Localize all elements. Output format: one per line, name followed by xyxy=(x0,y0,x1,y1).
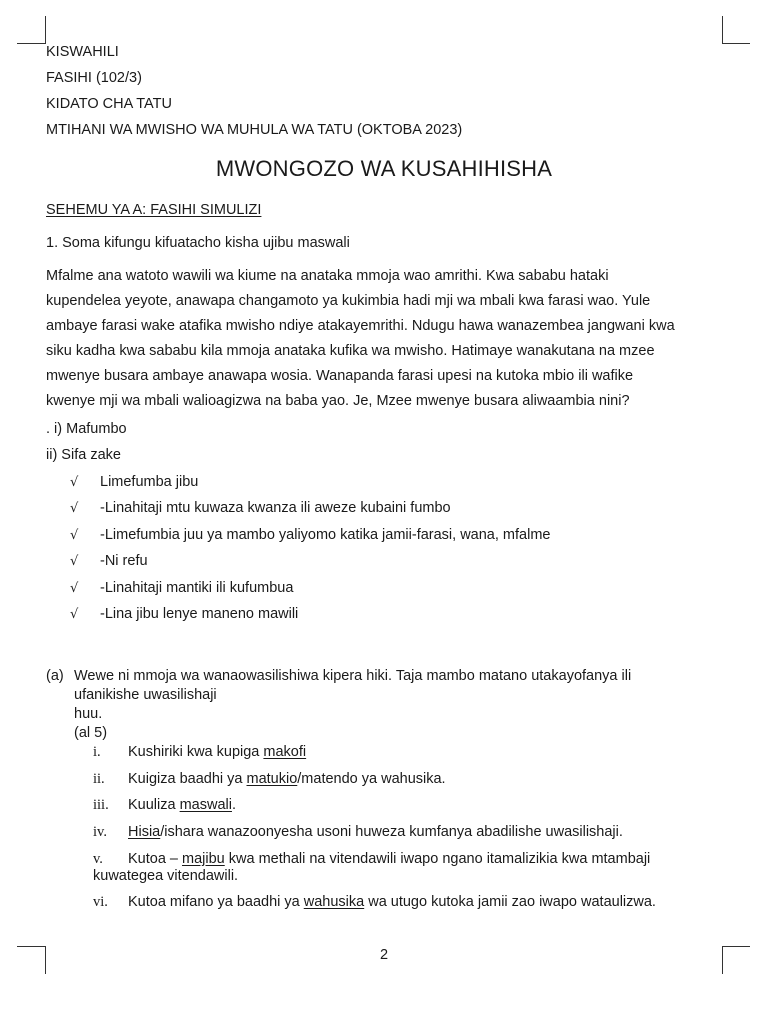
check-mark-icon: √ xyxy=(70,554,79,569)
crop-mark-top-right xyxy=(722,16,723,44)
passage-line: ambaye farasi wake atafika mwisho ndiye atakayemrithi. Ndugu hawa wanazembea jangwani kwa xyxy=(46,318,675,334)
sifa-item: -Lina jibu lenye maneno mawili xyxy=(100,606,299,622)
crop-mark-top-left xyxy=(17,43,45,44)
passage-line: siku kadha kwa sababu kila mmoja anataka kufika wa mwisho. Hatimaye wanakutana na mzee xyxy=(46,343,655,359)
key-term: Hisia xyxy=(128,824,161,840)
header-form: KIDATO CHA TATU xyxy=(46,96,172,112)
question-a-text: Wewe ni mmoja wa wanaowasilishiwa kipera hiki. Taja mambo matano utakayofanya ili xyxy=(74,668,632,684)
list-number: i. xyxy=(93,744,101,760)
answer-ii: ii) Sifa zake xyxy=(46,447,121,463)
list-item xyxy=(128,771,446,787)
check-mark-icon: √ xyxy=(70,475,79,490)
list-item-continuation: kuwategea vitendawili. xyxy=(93,868,239,884)
passage xyxy=(46,264,726,414)
answer-i: . i) Mafumbo xyxy=(46,421,127,437)
q1-instruction: 1. Soma kifungu kifuatacho kisha ujibu maswali xyxy=(46,235,350,251)
list-item xyxy=(128,824,623,840)
page-title: MWONGOZO WA KUSAHIHISHA xyxy=(215,156,553,181)
passage-line: kwenye mji wa mbali walioagizwa na baba yao. Je, Mzee mwenye busara aliwaambia nini? xyxy=(46,393,630,409)
check-mark-icon: √ xyxy=(70,528,79,543)
list-item-text: . xyxy=(231,797,236,813)
list-number: v. xyxy=(93,851,103,867)
question-a-text: huu. xyxy=(74,706,103,722)
page-number: 2 xyxy=(379,947,389,963)
list-item-text: Kuigiza baadhi ya xyxy=(128,771,247,787)
list-number: ii. xyxy=(93,771,105,787)
list-item-text: Kutoa – xyxy=(128,851,183,867)
header-exam: MTIHANI WA MWISHO WA MUHULA WA TATU (OKTOBA 2023) xyxy=(46,122,463,138)
list-item-text: /matendo ya wahusika. xyxy=(297,771,446,787)
sifa-item: -Limefumbia juu ya mambo yaliyomo katika jamii-farasi, wana, mfalme xyxy=(100,527,551,543)
key-term: makofi xyxy=(263,744,307,760)
sifa-item: Limefumba jibu xyxy=(100,474,199,490)
check-mark-icon: √ xyxy=(70,607,79,622)
question-a-label: (a) xyxy=(46,668,64,684)
section-a-heading: SEHEMU YA A: FASIHI SIMULIZI xyxy=(46,202,262,218)
list-item-text: Kuuliza xyxy=(128,797,180,813)
sifa-item: -Linahitaji mtu kuwaza kwanza ili aweze kubaini fumbo xyxy=(100,500,451,516)
list-item-text: kwa methali na vitendawili iwapo ngano itamalizikia kwa mtambaji xyxy=(224,851,651,867)
passage-line: mwenye busara ambaye anawapa wosia. Wanapanda farasi upesi na kutoka mbio ili wafike xyxy=(46,368,634,384)
list-number: vi. xyxy=(93,894,108,910)
list-number: iv. xyxy=(93,824,107,840)
key-term: maswali xyxy=(179,797,232,813)
check-mark-icon: √ xyxy=(70,581,79,596)
sifa-item: -Ni refu xyxy=(100,553,148,569)
list-item xyxy=(128,744,306,760)
key-term: majibu xyxy=(182,851,225,867)
sifa-item: -Linahitaji mantiki ili kufumbua xyxy=(100,580,294,596)
check-mark-icon: √ xyxy=(70,501,79,516)
list-item-text: Kushiriki kwa kupiga xyxy=(128,744,264,760)
list-item-text: wa utugo kutoka jamii zao iwapo wataulizwa. xyxy=(364,894,656,910)
crop-mark-top-right xyxy=(722,43,750,44)
crop-mark-top-left xyxy=(45,16,46,44)
list-item xyxy=(128,894,656,910)
passage-line: kupendelea yeyote, anawapa changamoto ya kukimbia hadi mji wa mbali kwa farasi wao. Yule xyxy=(46,293,651,309)
question-a-text: ufanikishe uwasilishaji xyxy=(74,687,217,703)
list-item xyxy=(128,797,236,813)
key-term: wahusika xyxy=(303,894,365,910)
header-subject: KISWAHILI xyxy=(46,44,119,60)
list-item xyxy=(128,851,650,867)
header-paper: FASIHI (102/3) xyxy=(46,70,142,86)
passage-line: Mfalme ana watoto wawili wa kiume na anataka mmoja wao amrithi. Kwa sababu hataki xyxy=(46,268,609,284)
key-term: matukio xyxy=(246,771,298,787)
question-a-marks: (al 5) xyxy=(74,725,108,741)
list-item-text: /ishara wanazoonyesha usoni huweza kumfanya abadilishe uwasilishaji. xyxy=(160,824,623,840)
list-number: iii. xyxy=(93,797,109,813)
list-item-text: Kutoa mifano ya baadhi ya xyxy=(128,894,304,910)
